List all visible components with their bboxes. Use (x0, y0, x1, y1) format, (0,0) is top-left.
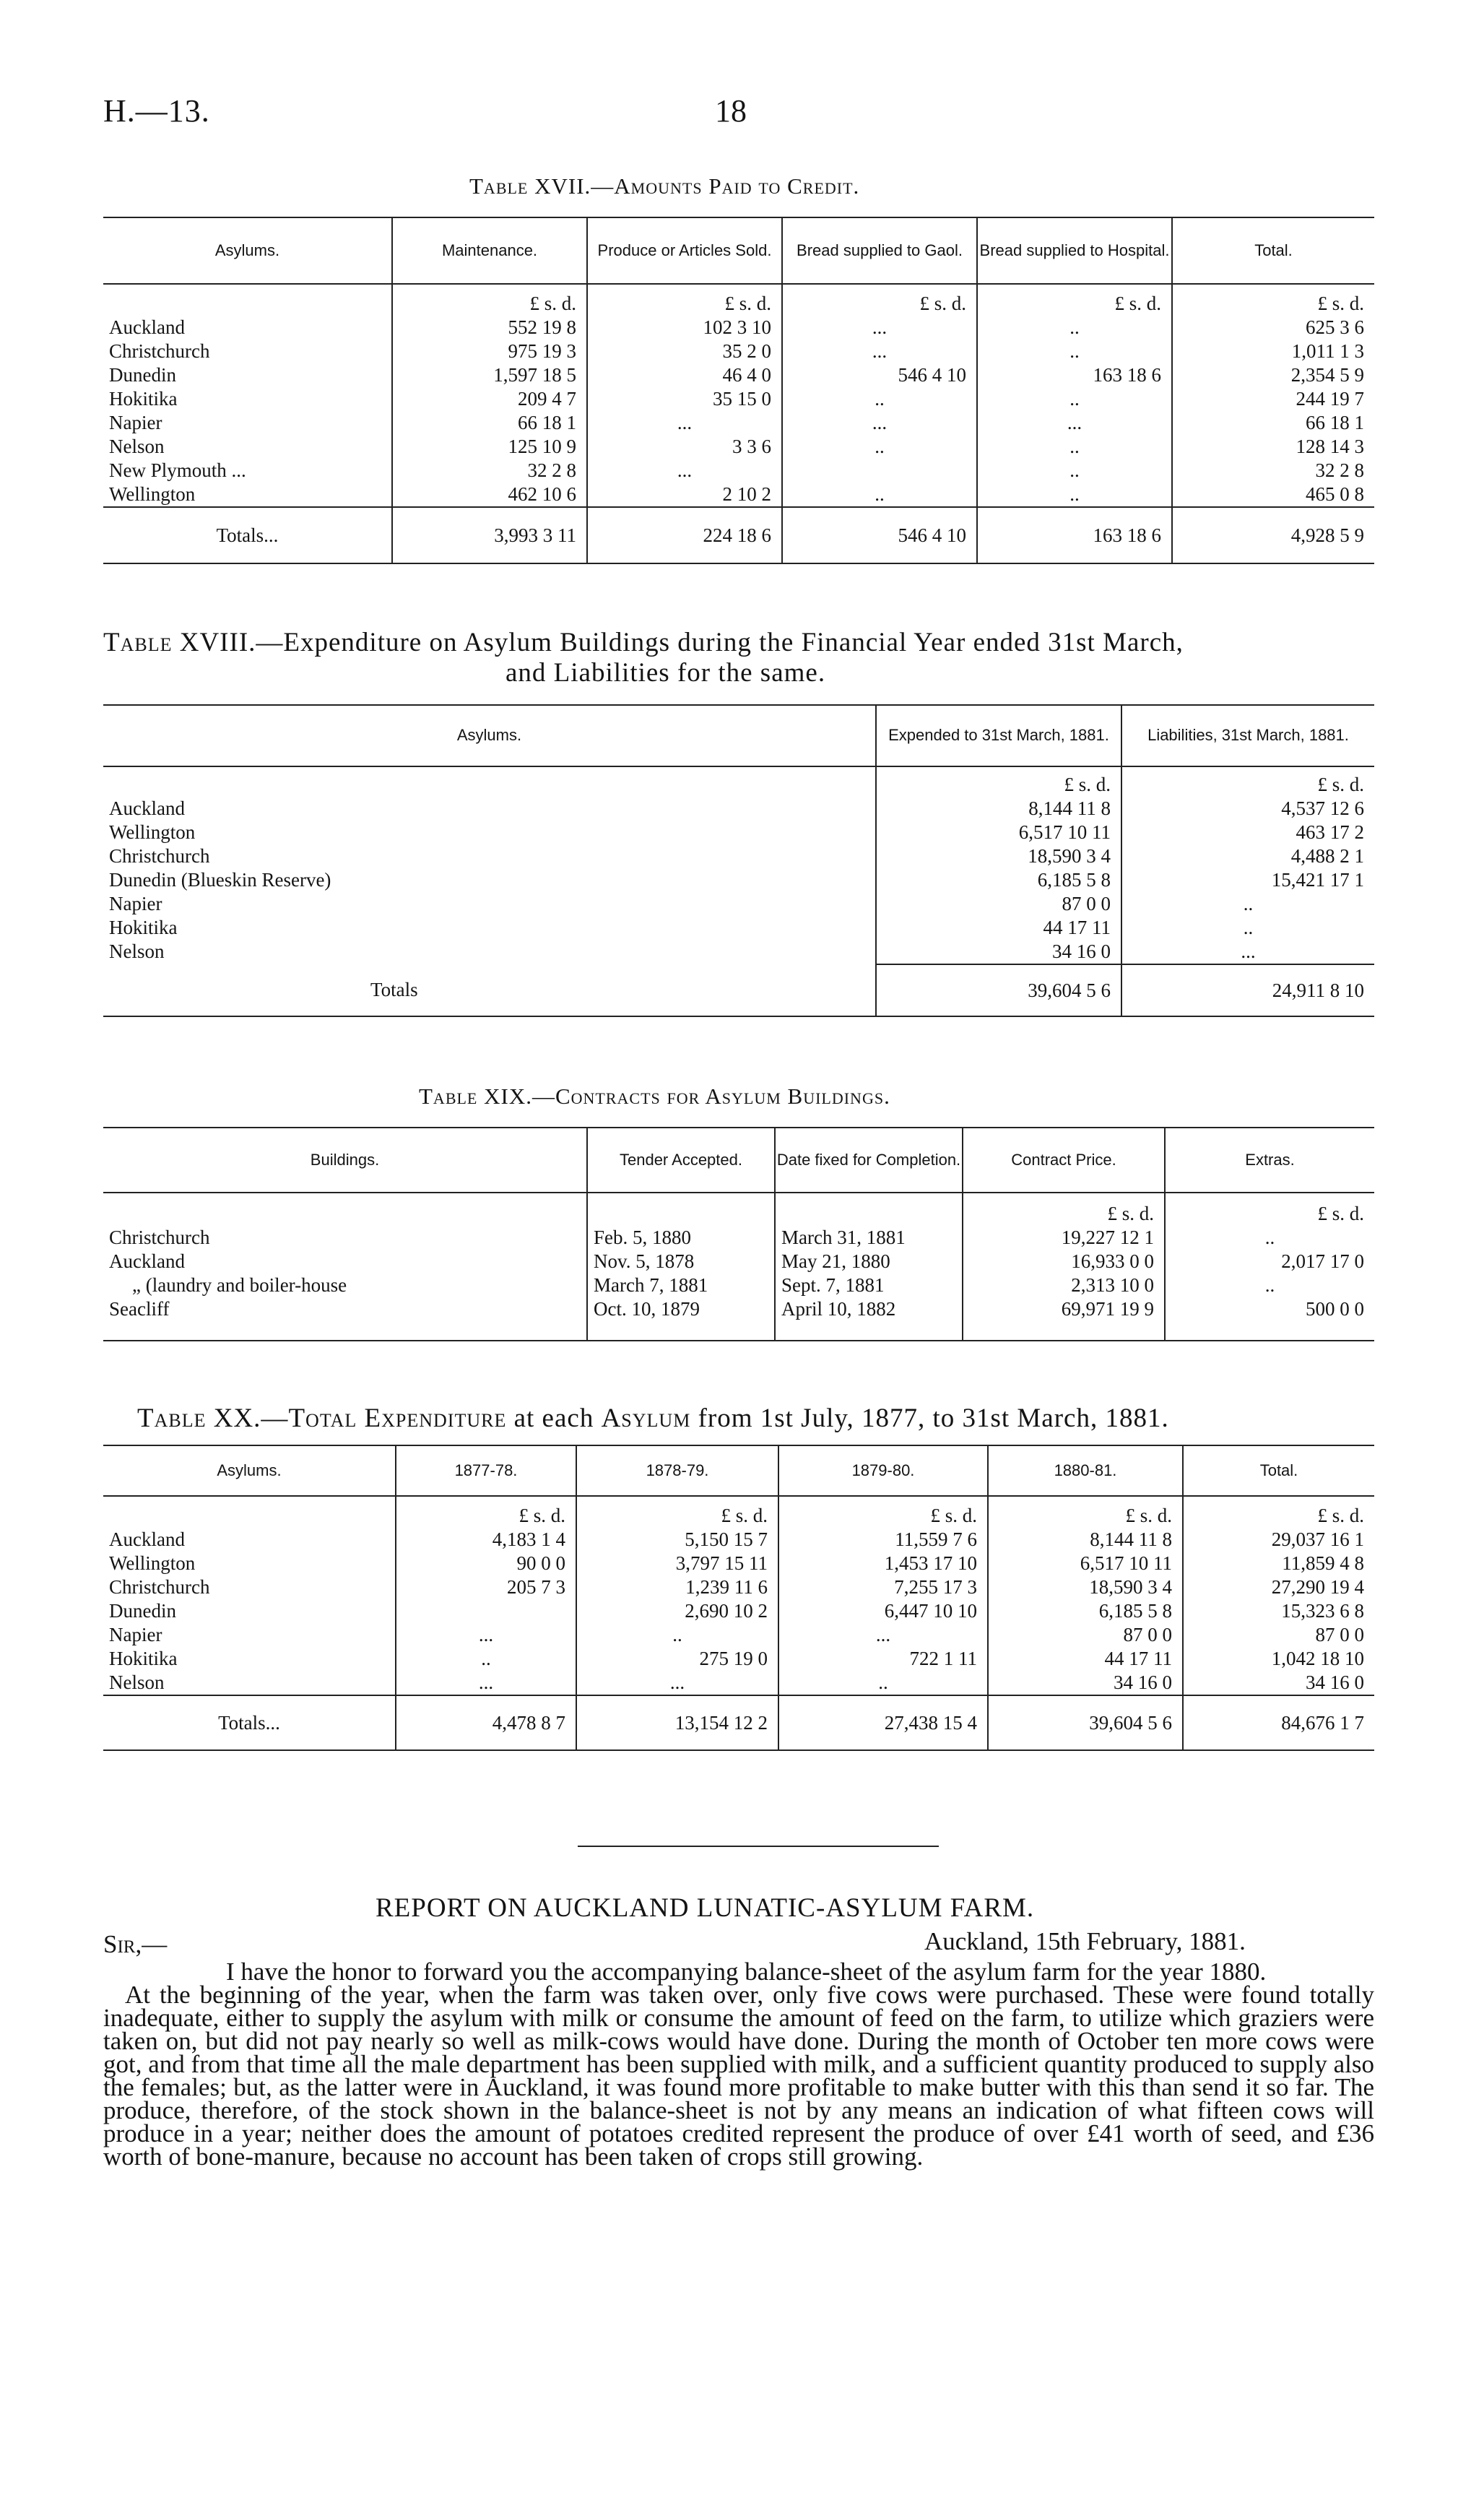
table-row (103, 868, 1374, 892)
cell-1878-79: 1,239 11 6 (576, 1575, 778, 1599)
building-name: „ (laundry and boiler-house (132, 1274, 347, 1296)
cell-produce: 2 10 2 (587, 483, 782, 507)
total-expended: 39,604 5 6 (876, 964, 1121, 1016)
cell-total: 87 0 0 (1183, 1623, 1374, 1647)
asylum-name: Napier (109, 1624, 162, 1645)
col-bread-hospital: Bread supplied to Hospital. (977, 217, 1172, 284)
report-title: REPORT ON AUCKLAND LUNATIC-ASYLUM FARM. (376, 1893, 1035, 1923)
unit-label: £ s. d. (988, 1496, 1183, 1528)
table-row (103, 1250, 1374, 1273)
cell-1878-79: 5,150 15 7 (576, 1528, 778, 1552)
cell-total: 244 19 7 (1172, 387, 1374, 411)
cell-1880-81: 6,185 5 8 (988, 1599, 1183, 1623)
table-row (103, 821, 1374, 844)
total-produce: 224 18 6 (587, 507, 782, 563)
cell-1877-78: 90 0 0 (396, 1552, 576, 1575)
table-row (103, 797, 1374, 821)
cell-price: 2,313 10 0 (963, 1273, 1165, 1297)
asylum-name: Hokitika (109, 388, 178, 410)
table-row (103, 339, 1374, 363)
cell-completion: April 10, 1882 (775, 1297, 963, 1341)
col-asylums: Asylums. (214, 241, 280, 259)
unit-label: £ s. d. (876, 766, 1121, 797)
cell-expended: 18,590 3 4 (876, 844, 1121, 868)
table-row (103, 892, 1374, 916)
cell-produce: 102 3 10 (587, 316, 782, 339)
unit-label: £ s. d. (778, 1496, 988, 1528)
total-grand: 84,676 1 7 (1183, 1695, 1374, 1750)
cell-1877-78: 205 7 3 (396, 1575, 576, 1599)
asylum-name: Nelson (109, 940, 165, 962)
cell-1878-79: ... (576, 1671, 778, 1695)
cell-expended: 44 17 11 (876, 916, 1121, 940)
cell-tender: Nov. 5, 1878 (587, 1250, 775, 1273)
unit-label: £ s. d. (963, 1193, 1165, 1226)
report-paragraph-1: I have the honor to forward you the accompanying balance-sheet of the asylum farm for the year 1880. (226, 1958, 1267, 1986)
asylum-name: Christchurch (109, 340, 210, 362)
cell-maintenance: 462 10 6 (392, 483, 587, 507)
col-tender: Tender Accepted. (587, 1128, 775, 1193)
cell-1878-79: 275 19 0 (576, 1647, 778, 1671)
col-liabilities: Liabilities, 31st March, 1881. (1121, 705, 1374, 766)
unit-label: £ s. d. (1172, 284, 1374, 316)
cell-maintenance: 32 2 8 (392, 459, 587, 483)
cell-extras: 2,017 17 0 (1165, 1250, 1374, 1273)
table-row (103, 916, 1374, 940)
col-1878-79: 1878-79. (576, 1445, 778, 1496)
cell-hospital: 163 18 6 (977, 363, 1172, 387)
cell-total: 11,859 4 8 (1183, 1552, 1374, 1575)
table-row (103, 1226, 1374, 1250)
unit-label: £ s. d. (1183, 1496, 1374, 1528)
cell-maintenance: 975 19 3 (392, 339, 587, 363)
asylum-name: Auckland (109, 316, 185, 338)
cell-1877-78: 4,183 1 4 (396, 1528, 576, 1552)
unit-label: £ s. d. (977, 284, 1172, 316)
cell-liabilities: 4,537 12 6 (1121, 797, 1374, 821)
cell-1879-80: 11,559 7 6 (778, 1528, 988, 1552)
asylum-name: Napier (109, 893, 162, 914)
table-18-title-line1: Table XVIII.—Expenditure on Asylum Buildings during the Financial Year ended 31st March, (103, 628, 1184, 657)
cell-1879-80: ... (778, 1623, 988, 1647)
cell-1877-78: ... (396, 1671, 576, 1695)
col-1879-80: 1879-80. (778, 1445, 988, 1496)
table-row (103, 940, 1374, 964)
cell-1880-81: 18,590 3 4 (988, 1575, 1183, 1599)
total-gaol: 546 4 10 (782, 507, 977, 563)
report-paragraph-2: At the beginning of the year, when the farm was taken over, only five cows were purchased. These were found totally inadequate, either to supply the asylum with milk or consume the amount of feed on the farm, to utilize which graziers were taken on, but did not pay nearly so well as milk-cows would have done. During the month of October ten more cows were got, and from that time all the male department has been supplied with milk, and a sufficient quantity produced to supply also the females; but, as the latter were in Auckland, it was found more profitable to make butter with this than send it so far. The produce, therefore, of the stock shown in the balance-sheet is not by any means an indication of what fifteen cows will produce in a year; neither does the amount of potatoes credited represent the produce of over £41 worth of seed, and £36 worth of bone-manure, because no account has been taken of crops still growing. (103, 1981, 1374, 2171)
cell-liabilities: ... (1121, 940, 1374, 964)
cell-expended: 34 16 0 (876, 940, 1121, 964)
cell-extras: .. (1165, 1226, 1374, 1250)
asylum-name: Nelson (109, 1671, 165, 1693)
table-17 (103, 217, 1374, 564)
col-1880-81: 1880-81. (988, 1445, 1183, 1496)
report-salutation: Sir,— (103, 1930, 168, 1958)
totals-label: Totals... (216, 524, 279, 546)
cell-hospital: .. (977, 435, 1172, 459)
col-bread-gaol: Bread supplied to Gaol. (782, 217, 977, 284)
asylum-name: Dunedin (109, 1600, 176, 1622)
asylum-name: Auckland (109, 797, 185, 819)
table-row (103, 1528, 1374, 1552)
col-total: Total. (1172, 217, 1374, 284)
cell-completion: March 31, 1881 (775, 1226, 963, 1250)
cell-expended: 8,144 11 8 (876, 797, 1121, 821)
cell-total: 1,011 1 3 (1172, 339, 1374, 363)
col-maintenance: Maintenance. (392, 217, 587, 284)
asylum-name: Christchurch (109, 845, 210, 867)
cell-produce: 3 3 6 (587, 435, 782, 459)
cell-1880-81: 34 16 0 (988, 1671, 1183, 1695)
cell-maintenance: 66 18 1 (392, 411, 587, 435)
cell-maintenance: 1,597 18 5 (392, 363, 587, 387)
cell-total: 66 18 1 (1172, 411, 1374, 435)
table-row (103, 1297, 1374, 1341)
cell-liabilities: .. (1121, 916, 1374, 940)
cell-gaol: .. (782, 435, 977, 459)
cell-total: 465 0 8 (1172, 483, 1374, 507)
table-row (103, 1647, 1374, 1671)
cell-tender: Feb. 5, 1880 (587, 1226, 775, 1250)
col-buildings: Buildings. (310, 1150, 380, 1169)
cell-price: 16,933 0 0 (963, 1250, 1165, 1273)
table-19 (103, 1127, 1374, 1341)
building-name: Christchurch (109, 1227, 210, 1248)
cell-liabilities: 15,421 17 1 (1121, 868, 1374, 892)
asylum-name: Wellington (109, 1552, 196, 1574)
cell-1877-78: .. (396, 1647, 576, 1671)
col-total: Total. (1183, 1445, 1374, 1496)
cell-liabilities: .. (1121, 892, 1374, 916)
cell-total: 34 16 0 (1183, 1671, 1374, 1695)
table-20-title: Table XX.—Total Expenditure at each Asylum from 1st July, 1877, to 31st March, 1881. (137, 1403, 1169, 1433)
cell-1877-78 (396, 1599, 576, 1623)
cell-gaol: ... (782, 411, 977, 435)
col-1877-78: 1877-78. (396, 1445, 576, 1496)
cell-tender: Oct. 10, 1879 (587, 1297, 775, 1341)
cell-total: 29,037 16 1 (1183, 1528, 1374, 1552)
table-row (103, 411, 1374, 435)
cell-1879-80: 7,255 17 3 (778, 1575, 988, 1599)
unit-label: £ s. d. (1121, 766, 1374, 797)
cell-expended: 6,517 10 11 (876, 821, 1121, 844)
table-row (103, 1623, 1374, 1647)
cell-1879-80: .. (778, 1671, 988, 1695)
totals-row (103, 964, 1374, 1016)
cell-tender: March 7, 1881 (587, 1273, 775, 1297)
cell-1879-80: 1,453 17 10 (778, 1552, 988, 1575)
cell-gaol: ... (782, 339, 977, 363)
col-produce: Produce or Articles Sold. (587, 217, 782, 284)
cell-gaol: ... (782, 316, 977, 339)
table-row (103, 363, 1374, 387)
col-extras: Extras. (1165, 1128, 1374, 1193)
cell-1880-81: 6,517 10 11 (988, 1552, 1183, 1575)
asylum-name: New Plymouth ... (109, 459, 246, 481)
cell-hospital: .. (977, 387, 1172, 411)
cell-completion: May 21, 1880 (775, 1250, 963, 1273)
table-row (103, 1671, 1374, 1695)
table-row (103, 316, 1374, 339)
col-contract-price: Contract Price. (963, 1128, 1165, 1193)
cell-produce: ... (587, 459, 782, 483)
col-expended: Expended to 31st March, 1881. (876, 705, 1121, 766)
cell-1880-81: 8,144 11 8 (988, 1528, 1183, 1552)
cell-1878-79: 2,690 10 2 (576, 1599, 778, 1623)
unit-label: £ s. d. (392, 284, 587, 316)
cell-extras: .. (1165, 1273, 1374, 1297)
cell-hospital: .. (977, 483, 1172, 507)
cell-gaol (782, 459, 977, 483)
cell-produce: 35 2 0 (587, 339, 782, 363)
table-row (103, 483, 1374, 507)
cell-produce: 46 4 0 (587, 363, 782, 387)
total-1878-79: 13,154 12 2 (576, 1695, 778, 1750)
asylum-name: Napier (109, 412, 162, 433)
cell-1879-80: 722 1 11 (778, 1647, 988, 1671)
total-1877-78: 4,478 8 7 (396, 1695, 576, 1750)
unit-label: £ s. d. (782, 284, 977, 316)
col-asylums: Asylums. (456, 726, 522, 745)
total-grand: 4,928 5 9 (1172, 507, 1374, 563)
total-hospital: 163 18 6 (977, 507, 1172, 563)
cell-expended: 6,185 5 8 (876, 868, 1121, 892)
unit-label: £ s. d. (1165, 1193, 1374, 1226)
table-20 (103, 1445, 1374, 1751)
cell-extras: 500 0 0 (1165, 1297, 1374, 1341)
document-series-code: H.—13. (103, 93, 210, 129)
cell-1877-78: ... (396, 1623, 576, 1647)
table-row (103, 844, 1374, 868)
cell-gaol: 546 4 10 (782, 363, 977, 387)
cell-price: 69,971 19 9 (963, 1297, 1165, 1341)
cell-hospital: .. (977, 316, 1172, 339)
totals-row (103, 507, 1374, 563)
asylum-name: Wellington (109, 483, 196, 505)
col-completion: Date fixed for Completion. (775, 1128, 963, 1193)
totals-row (103, 1695, 1374, 1750)
cell-total: 1,042 18 10 (1183, 1647, 1374, 1671)
report-body (103, 1958, 1374, 2171)
total-1880-81: 39,604 5 6 (988, 1695, 1183, 1750)
table-row (103, 387, 1374, 411)
cell-price: 19,227 12 1 (963, 1226, 1165, 1250)
cell-liabilities: 4,488 2 1 (1121, 844, 1374, 868)
table-18 (103, 704, 1374, 1017)
cell-hospital: ... (977, 411, 1172, 435)
table-19-title: Table XIX.—Contracts for Asylum Buildings. (419, 1084, 890, 1109)
cell-maintenance: 209 4 7 (392, 387, 587, 411)
table-row (103, 435, 1374, 459)
cell-1879-80: 6,447 10 10 (778, 1599, 988, 1623)
building-name: Auckland (109, 1250, 185, 1272)
table-row (103, 459, 1374, 483)
cell-total: 128 14 3 (1172, 435, 1374, 459)
cell-hospital: .. (977, 339, 1172, 363)
cell-produce: 35 15 0 (587, 387, 782, 411)
total-1879-80: 27,438 15 4 (778, 1695, 988, 1750)
cell-total: 32 2 8 (1172, 459, 1374, 483)
table-row (103, 1599, 1374, 1623)
asylum-name: Hokitika (109, 917, 178, 938)
cell-total: 15,323 6 8 (1183, 1599, 1374, 1623)
asylum-name: Auckland (109, 1528, 185, 1550)
cell-hospital: .. (977, 459, 1172, 483)
cell-maintenance: 552 19 8 (392, 316, 587, 339)
cell-expended: 87 0 0 (876, 892, 1121, 916)
asylum-name: Dunedin (Blueskin Reserve) (109, 869, 331, 891)
totals-label: Totals (370, 979, 418, 1000)
section-divider (578, 1846, 939, 1847)
unit-label: £ s. d. (396, 1496, 576, 1528)
table-row (103, 1273, 1374, 1297)
col-asylums: Asylums. (217, 1461, 282, 1479)
total-liabilities: 24,911 8 10 (1121, 964, 1374, 1016)
cell-1880-81: 87 0 0 (988, 1623, 1183, 1647)
cell-total: 625 3 6 (1172, 316, 1374, 339)
totals-label: Totals... (218, 1711, 280, 1734)
table-row (103, 1552, 1374, 1575)
total-maintenance: 3,993 3 11 (392, 507, 587, 563)
report-dateline: Auckland, 15th February, 1881. (924, 1927, 1246, 1955)
asylum-name: Hokitika (109, 1648, 178, 1669)
cell-gaol: .. (782, 387, 977, 411)
cell-1878-79: 3,797 15 11 (576, 1552, 778, 1575)
asylum-name: Nelson (109, 436, 165, 457)
cell-produce: ... (587, 411, 782, 435)
building-name: Seacliff (109, 1298, 170, 1320)
table-row (103, 1575, 1374, 1599)
table-17-title: Table XVII.—Amounts Paid to Credit. (469, 173, 860, 199)
cell-completion: Sept. 7, 1881 (775, 1273, 963, 1297)
asylum-name: Christchurch (109, 1576, 210, 1598)
asylum-name: Wellington (109, 821, 196, 843)
cell-maintenance: 125 10 9 (392, 435, 587, 459)
unit-label: £ s. d. (587, 284, 782, 316)
table-18-title-line2: and Liabilities for the same. (505, 658, 826, 688)
asylum-name: Dunedin (109, 364, 176, 386)
cell-gaol: .. (782, 483, 977, 507)
page-number: 18 (715, 93, 747, 129)
cell-total: 2,354 5 9 (1172, 363, 1374, 387)
unit-label: £ s. d. (576, 1496, 778, 1528)
cell-total: 27,290 19 4 (1183, 1575, 1374, 1599)
cell-1880-81: 44 17 11 (988, 1647, 1183, 1671)
cell-1878-79: .. (576, 1623, 778, 1647)
cell-liabilities: 463 17 2 (1121, 821, 1374, 844)
